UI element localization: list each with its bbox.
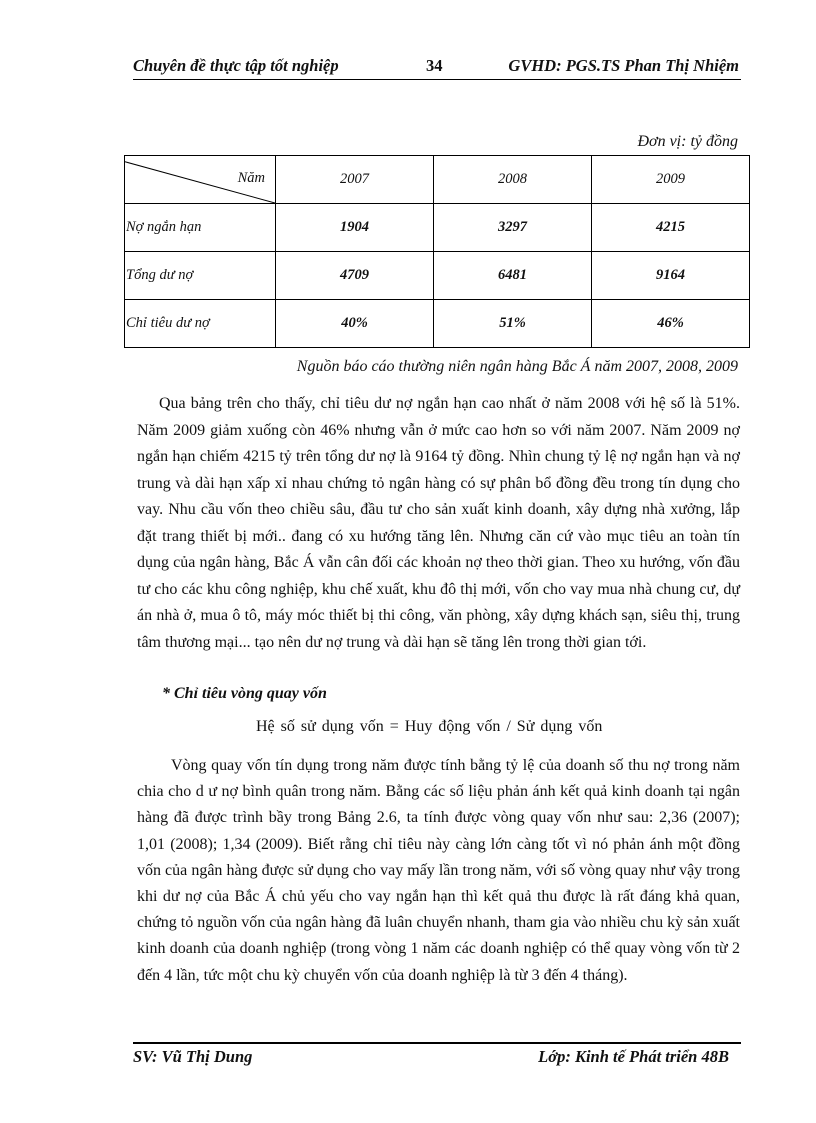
debt-table: [124, 155, 750, 348]
row-label: Nợ ngắn hạn: [125, 204, 276, 252]
table-cell: 46%: [591, 300, 749, 348]
page-header: [133, 56, 741, 78]
header-advisor: GVHD: PGS.TS Phan Thị Nhiệm: [508, 56, 739, 75]
footer-rule: [133, 1042, 741, 1044]
paragraph-analysis: Qua bảng trên cho thấy, chỉ tiêu dư nợ ngắn hạn cao nhất ở năm 2008 với hệ số là 51%. Năm 2009 giảm xuống còn 46% nhưng vẫn ở mức cao hơn so với năm 2007. Năm 2009 nợ ngắn hạn chiếm 4215 tỷ trên tổng dư nợ là 9164 tỷ đồng. Nhìn chung tỷ lệ nợ ngắn hạn và nợ trung và dài hạn xấp xỉ nhau chứng tỏ ngân hàng có sự phân bổ đồng đều trong tín dụng cho vay. Nhu cầu vốn theo chiều sâu, đầu tư cho sản xuất kinh doanh, xây dựng nhà xưởng, lắp đặt trang thiết bị mới.. đang có xu hướng tăng lên. Nhưng căn cứ vào mục tiêu an toàn tín dụng của ngân hàng, Bắc Á vẫn cân đối các khoản nợ theo thời gian. Theo xu hướng, vốn đầu tư cho các khu công nghiệp, khu chế xuất, khu đô thị mới, vốn cho vay mua nhà chung cư, dự án nhà ở, mua ô tô, máy móc thiết bị thi công, văn phòng, xây dựng khách sạn, siêu thị, trung tâm thương mại... tạo nên dư nợ trung và dài hạn sẽ tăng lên trong thời gian tới.: [137, 395, 740, 651]
unit-note: Đơn vị: tỷ đồng: [637, 133, 738, 150]
table-cell: 4215: [591, 204, 749, 252]
footer-class: Lớp: Kinh tế Phát triển 48B: [538, 1047, 729, 1066]
row-label: Tổng dư nợ: [125, 252, 276, 300]
header-rule: [133, 79, 741, 80]
table-row: [125, 300, 750, 348]
table-cell: 3297: [434, 204, 592, 252]
year-header: 2008: [434, 156, 592, 204]
table-cell: 4709: [276, 252, 434, 300]
table-cell: 51%: [434, 300, 592, 348]
section-subheading: * Chỉ tiêu vòng quay vốn: [162, 685, 327, 702]
table-row: [125, 204, 750, 252]
row-label: Chỉ tiêu dư nợ: [125, 300, 276, 348]
page-footer: [133, 1047, 741, 1069]
paragraph-turnover: Vòng quay vốn tín dụng trong năm được tính bằng tỷ lệ của doanh số thu nợ trong năm chia cho d ư nợ bình quân trong năm. Bằng các số liệu phản ánh kết quả kinh doanh tại ngân hàng đã được trình bầy trong Bảng 2.6, ta tính được vòng quay vốn như sau: 2,36 (2007); 1,01 (2008); 1,34 (2009). Biết rằng chỉ tiêu này càng lớn càng tốt vì nó phản ánh một đồng vốn của ngân hàng được sử dụng cho vay mấy lần trong năm, với số vòng quay như vậy trong khi dư nợ của Bắc Á chủ yếu cho vay ngắn hạn thì kết quả thu được là rất đáng khả quan, chứng tỏ nguồn vốn của ngân hàng đã luân chuyển nhanh, tham gia vào nhiều chu kỳ sản xuất kinh doanh của doanh nghiệp (trong vòng 1 năm các doanh nghiệp có thể quay vòng vốn từ 2 đến 4 lần, tức một chu kỳ chuyển vốn của doanh nghiệp là từ 3 đến 4 tháng).: [137, 757, 740, 984]
table-header-row: [125, 156, 750, 204]
source-note: Nguồn báo cáo thường niên ngân hàng Bắc Á năm 2007, 2008, 2009: [296, 358, 738, 375]
corner-label: Năm: [237, 170, 266, 186]
table-cell: 40%: [276, 300, 434, 348]
table-row: [125, 252, 750, 300]
table-cell: 9164: [591, 252, 749, 300]
header-page-number: 34: [426, 56, 443, 75]
table-cell: 6481: [434, 252, 592, 300]
formula-line: Hệ số sử dụng vốn = Huy động vốn / Sử dụng vốn: [256, 718, 603, 735]
year-header: 2007: [276, 156, 434, 204]
corner-cell: [125, 156, 276, 204]
year-header: 2009: [591, 156, 749, 204]
table-cell: 1904: [276, 204, 434, 252]
header-title: Chuyên đề thực tập tốt nghiệp: [133, 56, 339, 75]
footer-student: SV: Vũ Thị Dung: [133, 1047, 253, 1066]
